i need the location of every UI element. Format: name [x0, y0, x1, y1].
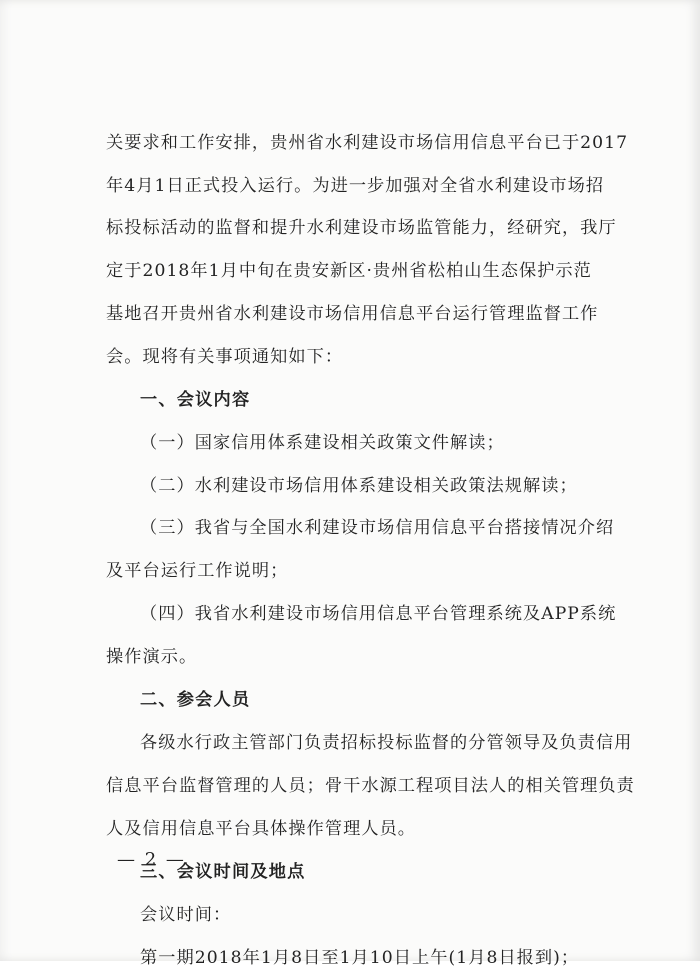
meeting-time-label: 会议时间： [140, 905, 232, 925]
section-heading-meeting-content: 一、会议内容 [140, 390, 251, 410]
meeting-content-item-1: （一）国家信用体系建设相关政策文件解读； [140, 433, 505, 453]
body-line-3: 标投标活动的监督和提升水利建设市场监管能力，经研究，我厅 [106, 218, 617, 238]
attendees-line-2: 信息平台监督管理的人员；骨干水源工程项目法人的相关管理负责 [106, 776, 635, 796]
page-number: — 2 — [117, 849, 186, 870]
attendees-line-1: 各级水行政主管部门负责招标投标监督的分管领导及负责信用 [140, 733, 633, 753]
section-heading-time-location: 三、会议时间及地点 [140, 862, 306, 882]
meeting-content-item-4-continued: 操作演示。 [106, 647, 198, 667]
section-heading-attendees: 二、参会人员 [140, 690, 251, 710]
meeting-content-item-3: （三）我省与全国水利建设市场信用信息平台搭接情况介绍 [140, 518, 615, 538]
body-line-4: 定于2018年1月中旬在贵安新区·贵州省松柏山生态保护示范 [106, 261, 592, 281]
meeting-first-session: 第一期2018年1月8日至1月10日上午(1月8日报到)； [140, 948, 580, 968]
body-line-5: 基地召开贵州省水利建设市场信用信息平台运行管理监督工作 [106, 304, 599, 324]
body-line-6: 会。现将有关事项通知如下： [106, 347, 344, 367]
meeting-content-item-4: （四）我省水利建设市场信用信息平台管理系统及APP系统 [140, 604, 617, 624]
body-line-2: 年4月1日正式投入运行。为进一步加强对全省水利建设市场招 [106, 176, 605, 196]
meeting-content-item-2: （二）水利建设市场信用体系建设相关政策法规解读； [140, 476, 578, 496]
meeting-content-item-3-continued: 及平台运行工作说明； [106, 561, 289, 581]
attendees-line-3: 人及信用信息平台具体操作管理人员。 [106, 819, 417, 839]
body-line-1: 关要求和工作安排，贵州省水利建设市场信用信息平台已于2017 [106, 133, 629, 153]
